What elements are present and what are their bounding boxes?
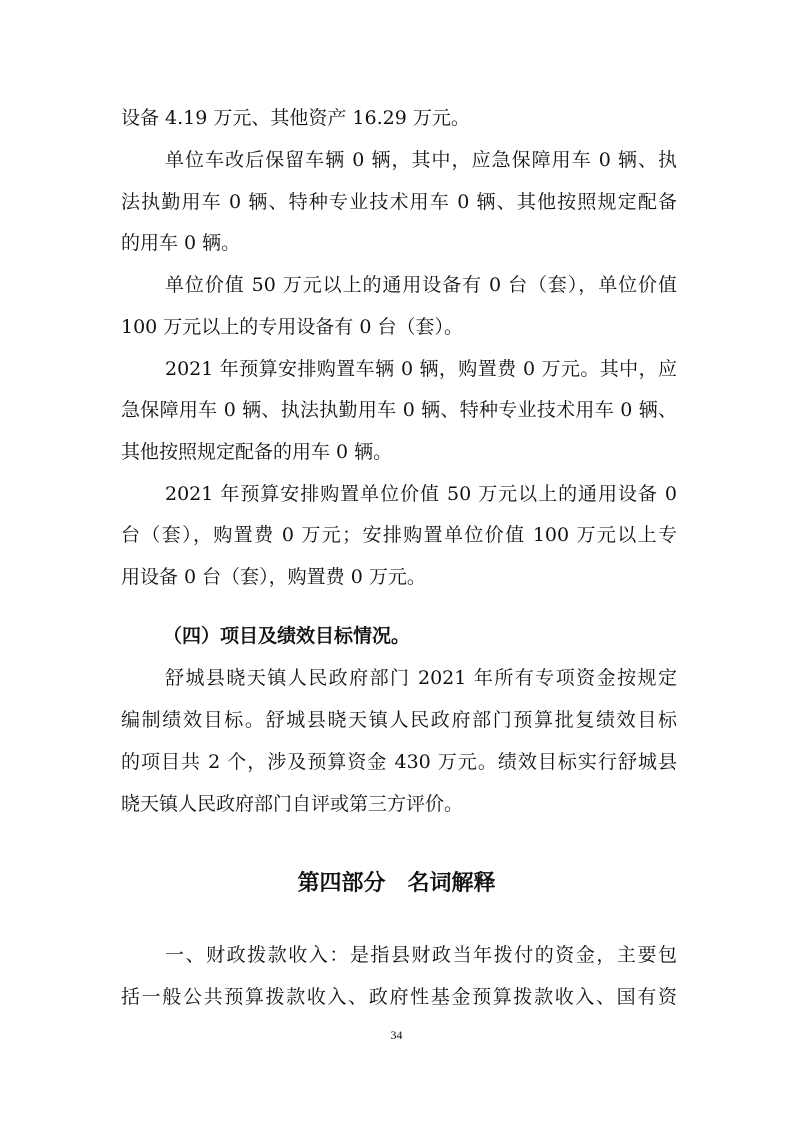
- body-text-line: 编制绩效目标。舒城县晓天镇人民政府部门预算批复绩效目标: [121, 709, 677, 731]
- body-text-line: 单位价值 50 万元以上的通用设备有 0 台（套），单位价值: [165, 274, 677, 296]
- body-text-line: 设备 4.19 万元、其他资产 16.29 万元。: [121, 107, 470, 129]
- body-text-line: 用设备 0 台（套），购置费 0 万元。: [121, 566, 426, 588]
- body-text-line: 单位车改后保留车辆 0 辆，其中，应急保障用车 0 辆、执: [165, 149, 677, 171]
- body-text-line: 舒城县晓天镇人民政府部门 2021 年所有专项资金按规定: [165, 667, 677, 689]
- body-text-line: 一、财政拨款收入：是指县财政当年拨付的资金，主要包: [165, 944, 677, 966]
- body-text-line: 括一般公共预算拨款收入、政府性基金预算拨款收入、国有资: [121, 986, 677, 1008]
- body-text-line: 的项目共 2 个，涉及预算资金 430 万元。绩效目标实行舒城县: [121, 751, 677, 773]
- body-text-line: 台（套），购置费 0 万元；安排购置单位价值 100 万元以上专: [121, 524, 677, 546]
- body-text-line: 100 万元以上的专用设备有 0 台（套）。: [121, 316, 463, 338]
- body-text-line: 2021 年预算安排购置车辆 0 辆，购置费 0 万元。其中，应: [165, 358, 677, 380]
- body-text-line: 晓天镇人民政府部门自评或第三方评价。: [121, 793, 464, 815]
- body-text-line: 其他按照规定配备的用车 0 辆。: [121, 441, 393, 463]
- body-text-line: 急保障用车 0 辆、执法执勤用车 0 辆、特种专业技术用车 0 辆、: [121, 399, 677, 421]
- part-heading: 第四部分 名词解释: [297, 871, 496, 896]
- page-number: 34: [390, 1028, 403, 1042]
- body-text-line: 的用车 0 辆。: [121, 232, 241, 254]
- body-text-line: 法执勤用车 0 辆、特种专业技术用车 0 辆、其他按照规定配备: [121, 191, 677, 213]
- body-text-line: 2021 年预算安排购置单位价值 50 万元以上的通用设备 0: [165, 483, 677, 505]
- section-heading: （四）项目及绩效目标情况。: [163, 625, 411, 647]
